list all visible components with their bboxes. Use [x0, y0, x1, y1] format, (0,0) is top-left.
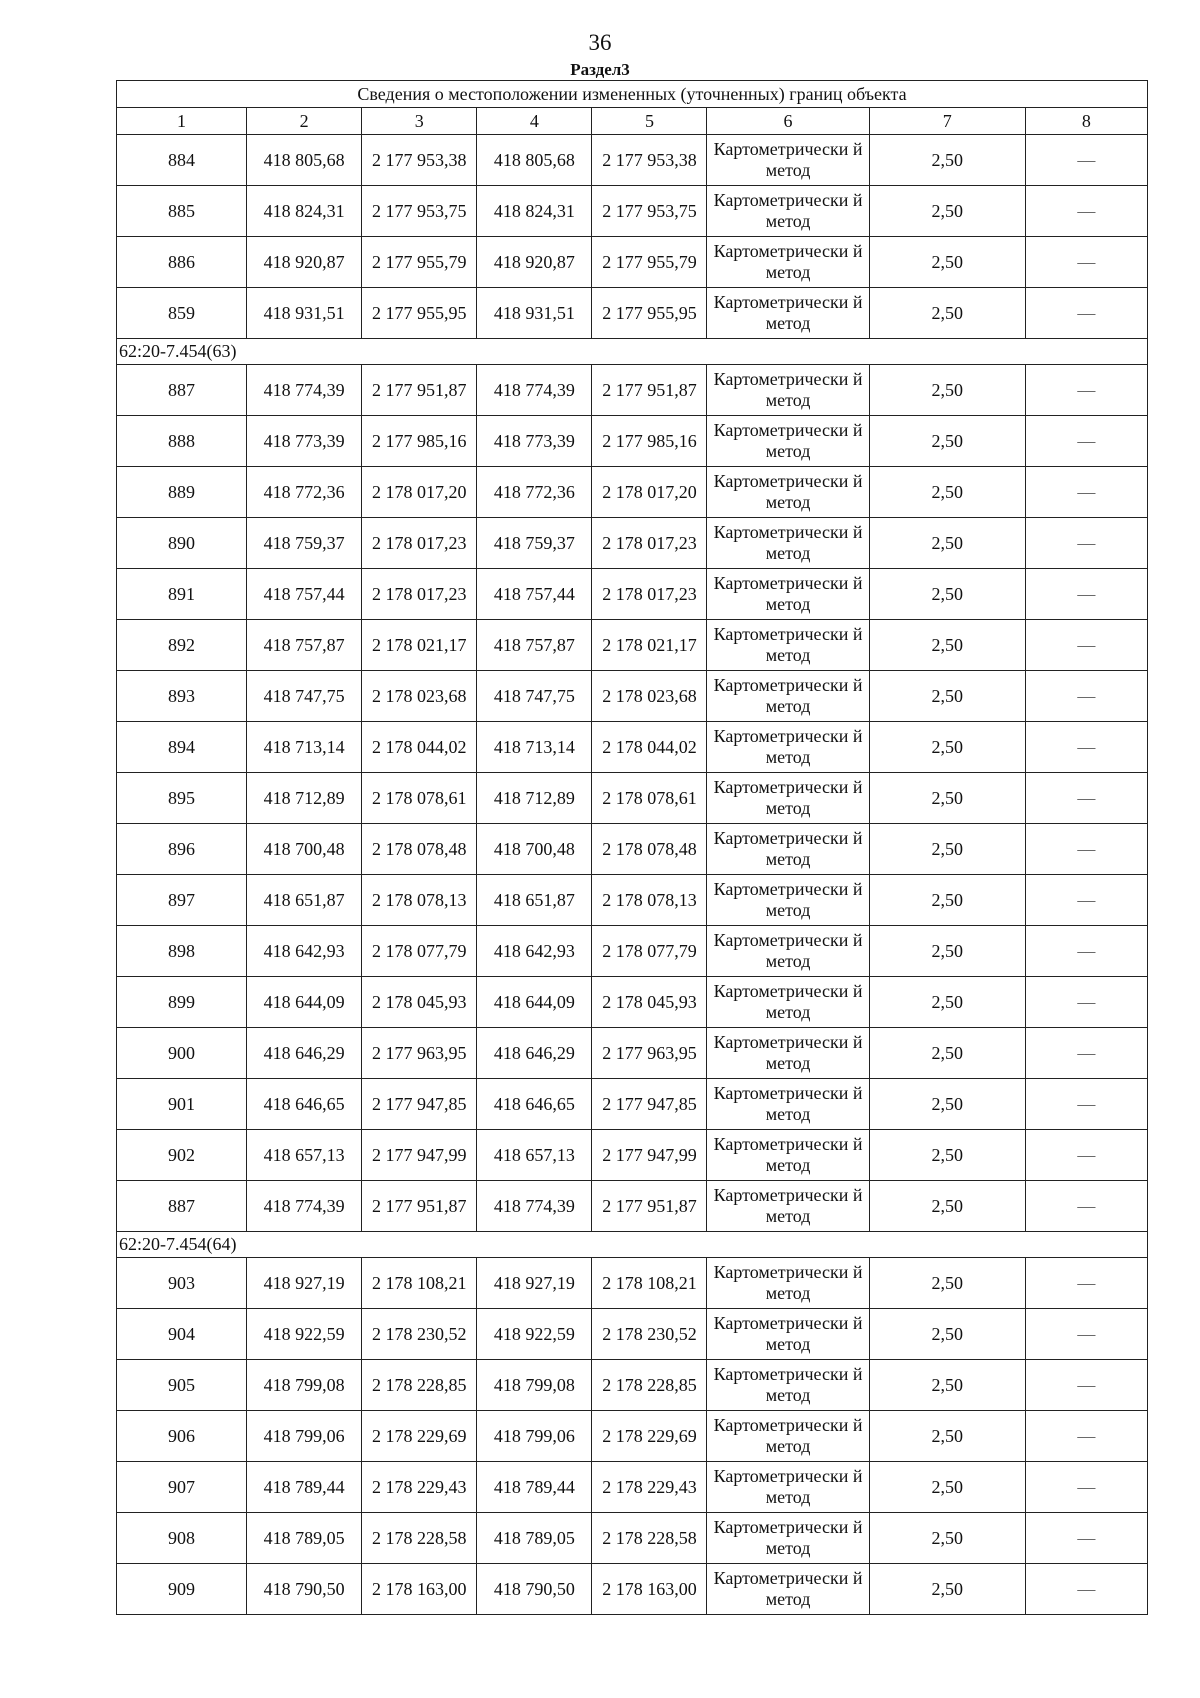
cell-y-new: 2 177 951,87 [592, 365, 707, 416]
cell-point-number: 890 [117, 518, 247, 569]
cell-y-old: 2 178 229,69 [362, 1411, 477, 1462]
cell-y-new: 2 178 045,93 [592, 977, 707, 1028]
coordinates-table [116, 80, 1148, 1615]
column-header-8: 8 [1025, 108, 1147, 135]
cell-point-number: 889 [117, 467, 247, 518]
cell-y-new: 2 178 078,61 [592, 773, 707, 824]
cell-y-old: 2 177 951,87 [362, 1181, 477, 1232]
cell-extra: — [1025, 237, 1147, 288]
cell-x-old: 418 747,75 [247, 671, 362, 722]
cell-method: Картометрически й метод [707, 186, 869, 237]
cell-y-old: 2 178 078,61 [362, 773, 477, 824]
cell-x-new: 418 799,06 [477, 1411, 592, 1462]
cell-y-old: 2 177 953,38 [362, 135, 477, 186]
cell-x-old: 418 646,65 [247, 1079, 362, 1130]
cell-x-new: 418 700,48 [477, 824, 592, 875]
cell-y-old: 2 178 021,17 [362, 620, 477, 671]
page-number: 36 [588, 30, 612, 55]
cell-y-new: 2 177 951,87 [592, 1181, 707, 1232]
cell-y-old: 2 178 017,23 [362, 518, 477, 569]
cell-extra: — [1025, 1462, 1147, 1513]
column-header-2: 2 [247, 108, 362, 135]
cell-y-old: 2 177 985,16 [362, 416, 477, 467]
cell-method: Картометрически й метод [707, 365, 869, 416]
cell-x-new: 418 789,05 [477, 1513, 592, 1564]
cell-precision: 2,50 [869, 1360, 1025, 1411]
cell-y-old: 2 177 947,99 [362, 1130, 477, 1181]
cell-point-number: 885 [117, 186, 247, 237]
group-label: 62:20-7.454(63) [117, 339, 1148, 365]
cell-y-new: 2 178 228,58 [592, 1513, 707, 1564]
cell-precision: 2,50 [869, 722, 1025, 773]
cell-method: Картометрически й метод [707, 875, 869, 926]
cell-precision: 2,50 [869, 1564, 1025, 1615]
cell-method: Картометрически й метод [707, 773, 869, 824]
table-body [117, 135, 1148, 1615]
cell-x-new: 418 920,87 [477, 237, 592, 288]
cell-method: Картометрически й метод [707, 1462, 869, 1513]
cell-x-new: 418 789,44 [477, 1462, 592, 1513]
group-row [117, 339, 1148, 365]
cell-x-new: 418 805,68 [477, 135, 592, 186]
cell-x-old: 418 799,08 [247, 1360, 362, 1411]
cell-x-new: 418 790,50 [477, 1564, 592, 1615]
cell-method: Картометрически й метод [707, 1513, 869, 1564]
cell-precision: 2,50 [869, 1079, 1025, 1130]
cell-extra: — [1025, 288, 1147, 339]
cell-precision: 2,50 [869, 518, 1025, 569]
cell-x-old: 418 646,29 [247, 1028, 362, 1079]
cell-y-old: 2 178 228,85 [362, 1360, 477, 1411]
table-row [117, 824, 1148, 875]
table-row [117, 569, 1148, 620]
cell-x-new: 418 757,44 [477, 569, 592, 620]
cell-extra: — [1025, 1564, 1147, 1615]
cell-precision: 2,50 [869, 569, 1025, 620]
table-row [117, 875, 1148, 926]
cell-point-number: 901 [117, 1079, 247, 1130]
cell-x-old: 418 657,13 [247, 1130, 362, 1181]
cell-precision: 2,50 [869, 773, 1025, 824]
cell-x-new: 418 774,39 [477, 365, 592, 416]
table-row [117, 773, 1148, 824]
table-row [117, 1462, 1148, 1513]
cell-y-new: 2 178 078,48 [592, 824, 707, 875]
cell-y-old: 2 177 953,75 [362, 186, 477, 237]
table-row [117, 237, 1148, 288]
cell-y-new: 2 178 078,13 [592, 875, 707, 926]
cell-y-old: 2 178 228,58 [362, 1513, 477, 1564]
cell-extra: — [1025, 135, 1147, 186]
cell-precision: 2,50 [869, 1513, 1025, 1564]
cell-x-new: 418 646,65 [477, 1079, 592, 1130]
cell-extra: — [1025, 875, 1147, 926]
cell-x-old: 418 700,48 [247, 824, 362, 875]
cell-method: Картометрически й метод [707, 1411, 869, 1462]
cell-y-old: 2 178 045,93 [362, 977, 477, 1028]
table-row [117, 1258, 1148, 1309]
cell-y-old: 2 178 163,00 [362, 1564, 477, 1615]
cell-method: Картометрически й метод [707, 1258, 869, 1309]
cell-y-old: 2 178 077,79 [362, 926, 477, 977]
cell-x-new: 418 642,93 [477, 926, 592, 977]
table-row [117, 1564, 1148, 1615]
cell-x-old: 418 642,93 [247, 926, 362, 977]
cell-extra: — [1025, 186, 1147, 237]
cell-x-new: 418 759,37 [477, 518, 592, 569]
table-row [117, 1513, 1148, 1564]
cell-x-new: 418 927,19 [477, 1258, 592, 1309]
cell-y-new: 2 178 023,68 [592, 671, 707, 722]
table-row [117, 1181, 1148, 1232]
cell-extra: — [1025, 1513, 1147, 1564]
cell-point-number: 909 [117, 1564, 247, 1615]
cell-x-new: 418 712,89 [477, 773, 592, 824]
cell-precision: 2,50 [869, 135, 1025, 186]
cell-extra: — [1025, 773, 1147, 824]
cell-extra: — [1025, 1360, 1147, 1411]
cell-x-old: 418 931,51 [247, 288, 362, 339]
cell-extra: — [1025, 1181, 1147, 1232]
cell-y-old: 2 178 023,68 [362, 671, 477, 722]
column-header-row [117, 108, 1148, 135]
cell-x-old: 418 920,87 [247, 237, 362, 288]
cell-y-new: 2 178 044,02 [592, 722, 707, 773]
table-row [117, 365, 1148, 416]
cell-x-old: 418 713,14 [247, 722, 362, 773]
cell-y-old: 2 178 229,43 [362, 1462, 477, 1513]
cell-y-new: 2 177 953,75 [592, 186, 707, 237]
cell-method: Картометрически й метод [707, 1181, 869, 1232]
cell-extra: — [1025, 926, 1147, 977]
table-row [117, 977, 1148, 1028]
table-row [117, 1309, 1148, 1360]
cell-x-new: 418 747,75 [477, 671, 592, 722]
cell-y-new: 2 178 017,23 [592, 518, 707, 569]
cell-extra: — [1025, 1130, 1147, 1181]
cell-y-new: 2 177 963,95 [592, 1028, 707, 1079]
cell-precision: 2,50 [869, 1258, 1025, 1309]
cell-y-new: 2 178 017,20 [592, 467, 707, 518]
cell-x-new: 418 931,51 [477, 288, 592, 339]
table-row [117, 1130, 1148, 1181]
cell-method: Картометрически й метод [707, 288, 869, 339]
cell-precision: 2,50 [869, 416, 1025, 467]
cell-y-new: 2 178 077,79 [592, 926, 707, 977]
cell-method: Картометрически й метод [707, 135, 869, 186]
cell-precision: 2,50 [869, 186, 1025, 237]
cell-y-new: 2 178 228,85 [592, 1360, 707, 1411]
cell-precision: 2,50 [869, 824, 1025, 875]
cell-x-old: 418 789,05 [247, 1513, 362, 1564]
cell-y-old: 2 178 108,21 [362, 1258, 477, 1309]
cell-point-number: 886 [117, 237, 247, 288]
cell-extra: — [1025, 365, 1147, 416]
table-row [117, 416, 1148, 467]
cell-method: Картометрически й метод [707, 569, 869, 620]
cell-precision: 2,50 [869, 620, 1025, 671]
table-row [117, 288, 1148, 339]
cell-method: Картометрически й метод [707, 926, 869, 977]
cell-extra: — [1025, 518, 1147, 569]
cell-method: Картометрически й метод [707, 1309, 869, 1360]
cell-precision: 2,50 [869, 1462, 1025, 1513]
cell-extra: — [1025, 722, 1147, 773]
cell-method: Картометрически й метод [707, 1360, 869, 1411]
cell-y-old: 2 177 951,87 [362, 365, 477, 416]
cell-point-number: 891 [117, 569, 247, 620]
table-row [117, 722, 1148, 773]
cell-y-old: 2 177 955,79 [362, 237, 477, 288]
table-row [117, 1360, 1148, 1411]
cell-x-old: 418 774,39 [247, 1181, 362, 1232]
cell-y-old: 2 177 947,85 [362, 1079, 477, 1130]
cell-extra: — [1025, 1258, 1147, 1309]
cell-precision: 2,50 [869, 467, 1025, 518]
group-row [117, 1232, 1148, 1258]
table-row [117, 620, 1148, 671]
cell-extra: — [1025, 1411, 1147, 1462]
cell-x-new: 418 757,87 [477, 620, 592, 671]
cell-point-number: 896 [117, 824, 247, 875]
cell-y-new: 2 177 947,85 [592, 1079, 707, 1130]
cell-precision: 2,50 [869, 237, 1025, 288]
table-row [117, 671, 1148, 722]
column-header-6: 6 [707, 108, 869, 135]
cell-x-old: 418 927,19 [247, 1258, 362, 1309]
cell-method: Картометрически й метод [707, 722, 869, 773]
cell-precision: 2,50 [869, 288, 1025, 339]
cell-point-number: 904 [117, 1309, 247, 1360]
cell-precision: 2,50 [869, 1130, 1025, 1181]
cell-point-number: 907 [117, 1462, 247, 1513]
cell-x-new: 418 646,29 [477, 1028, 592, 1079]
cell-x-new: 418 772,36 [477, 467, 592, 518]
cell-y-old: 2 178 044,02 [362, 722, 477, 773]
cell-point-number: 902 [117, 1130, 247, 1181]
cell-method: Картометрически й метод [707, 237, 869, 288]
cell-precision: 2,50 [869, 365, 1025, 416]
cell-x-new: 418 922,59 [477, 1309, 592, 1360]
cell-y-new: 2 178 108,21 [592, 1258, 707, 1309]
table-row [117, 1079, 1148, 1130]
cell-point-number: 905 [117, 1360, 247, 1411]
cell-precision: 2,50 [869, 1309, 1025, 1360]
cell-x-old: 418 772,36 [247, 467, 362, 518]
cell-x-new: 418 657,13 [477, 1130, 592, 1181]
cell-method: Картометрически й метод [707, 824, 869, 875]
table-row [117, 1411, 1148, 1462]
cell-x-new: 418 713,14 [477, 722, 592, 773]
cell-x-old: 418 790,50 [247, 1564, 362, 1615]
cell-method: Картометрически й метод [707, 1079, 869, 1130]
cell-extra: — [1025, 569, 1147, 620]
cell-y-old: 2 177 955,95 [362, 288, 477, 339]
cell-method: Картометрически й метод [707, 518, 869, 569]
table-row [117, 1028, 1148, 1079]
cell-y-new: 2 177 947,99 [592, 1130, 707, 1181]
cell-y-new: 2 178 021,17 [592, 620, 707, 671]
cell-y-new: 2 177 953,38 [592, 135, 707, 186]
cell-extra: — [1025, 1309, 1147, 1360]
cell-point-number: 900 [117, 1028, 247, 1079]
cell-x-old: 418 824,31 [247, 186, 362, 237]
table-row [117, 186, 1148, 237]
cell-y-old: 2 178 078,13 [362, 875, 477, 926]
cell-point-number: 903 [117, 1258, 247, 1309]
cell-method: Картометрически й метод [707, 1028, 869, 1079]
cell-x-old: 418 789,44 [247, 1462, 362, 1513]
cell-extra: — [1025, 671, 1147, 722]
cell-extra: — [1025, 416, 1147, 467]
cell-x-new: 418 799,08 [477, 1360, 592, 1411]
cell-precision: 2,50 [869, 977, 1025, 1028]
cell-precision: 2,50 [869, 1028, 1025, 1079]
cell-y-old: 2 178 078,48 [362, 824, 477, 875]
cell-x-old: 418 922,59 [247, 1309, 362, 1360]
cell-y-old: 2 178 017,20 [362, 467, 477, 518]
table-title: Сведения о местоположении измененных (уточненных) границ объекта [117, 81, 1148, 108]
cell-x-old: 418 757,44 [247, 569, 362, 620]
cell-x-new: 418 651,87 [477, 875, 592, 926]
cell-precision: 2,50 [869, 1181, 1025, 1232]
cell-y-new: 2 178 017,23 [592, 569, 707, 620]
cell-x-new: 418 644,09 [477, 977, 592, 1028]
cell-y-new: 2 177 985,16 [592, 416, 707, 467]
column-header-4: 4 [477, 108, 592, 135]
cell-y-old: 2 177 963,95 [362, 1028, 477, 1079]
cell-extra: — [1025, 824, 1147, 875]
table-row [117, 135, 1148, 186]
cell-y-new: 2 177 955,95 [592, 288, 707, 339]
cell-method: Картометрически й метод [707, 1130, 869, 1181]
cell-extra: — [1025, 1028, 1147, 1079]
cell-x-old: 418 644,09 [247, 977, 362, 1028]
column-header-3: 3 [362, 108, 477, 135]
cell-point-number: 887 [117, 1181, 247, 1232]
cell-x-old: 418 759,37 [247, 518, 362, 569]
cell-y-new: 2 178 230,52 [592, 1309, 707, 1360]
cell-point-number: 884 [117, 135, 247, 186]
cell-x-new: 418 824,31 [477, 186, 592, 237]
cell-precision: 2,50 [869, 671, 1025, 722]
cell-point-number: 893 [117, 671, 247, 722]
cell-y-old: 2 178 230,52 [362, 1309, 477, 1360]
cell-point-number: 908 [117, 1513, 247, 1564]
cell-y-old: 2 178 017,23 [362, 569, 477, 620]
cell-point-number: 894 [117, 722, 247, 773]
column-header-1: 1 [117, 108, 247, 135]
table-row [117, 518, 1148, 569]
group-label: 62:20-7.454(64) [117, 1232, 1148, 1258]
cell-precision: 2,50 [869, 1411, 1025, 1462]
cell-x-old: 418 757,87 [247, 620, 362, 671]
cell-y-new: 2 178 229,69 [592, 1411, 707, 1462]
cell-y-new: 2 178 163,00 [592, 1564, 707, 1615]
cell-extra: — [1025, 467, 1147, 518]
cell-x-old: 418 805,68 [247, 135, 362, 186]
table-row [117, 926, 1148, 977]
cell-x-old: 418 799,06 [247, 1411, 362, 1462]
cell-x-new: 418 774,39 [477, 1181, 592, 1232]
column-header-5: 5 [592, 108, 707, 135]
cell-point-number: 899 [117, 977, 247, 1028]
cell-method: Картометрически й метод [707, 467, 869, 518]
cell-extra: — [1025, 1079, 1147, 1130]
cell-point-number: 897 [117, 875, 247, 926]
cell-point-number: 895 [117, 773, 247, 824]
cell-point-number: 892 [117, 620, 247, 671]
table-row [117, 467, 1148, 518]
cell-method: Картометрически й метод [707, 1564, 869, 1615]
cell-method: Картометрически й метод [707, 977, 869, 1028]
cell-method: Картометрически й метод [707, 671, 869, 722]
cell-extra: — [1025, 977, 1147, 1028]
cell-precision: 2,50 [869, 926, 1025, 977]
cell-method: Картометрически й метод [707, 620, 869, 671]
cell-y-new: 2 177 955,79 [592, 237, 707, 288]
cell-x-old: 418 774,39 [247, 365, 362, 416]
cell-y-new: 2 178 229,43 [592, 1462, 707, 1513]
cell-x-new: 418 773,39 [477, 416, 592, 467]
cell-precision: 2,50 [869, 875, 1025, 926]
column-header-7: 7 [869, 108, 1025, 135]
cell-x-old: 418 712,89 [247, 773, 362, 824]
cell-point-number: 859 [117, 288, 247, 339]
cell-extra: — [1025, 620, 1147, 671]
cell-x-old: 418 651,87 [247, 875, 362, 926]
cell-point-number: 906 [117, 1411, 247, 1462]
cell-method: Картометрически й метод [707, 416, 869, 467]
cell-x-old: 418 773,39 [247, 416, 362, 467]
cell-point-number: 887 [117, 365, 247, 416]
cell-point-number: 888 [117, 416, 247, 467]
section-label: Раздел3 [570, 60, 630, 79]
cell-point-number: 898 [117, 926, 247, 977]
